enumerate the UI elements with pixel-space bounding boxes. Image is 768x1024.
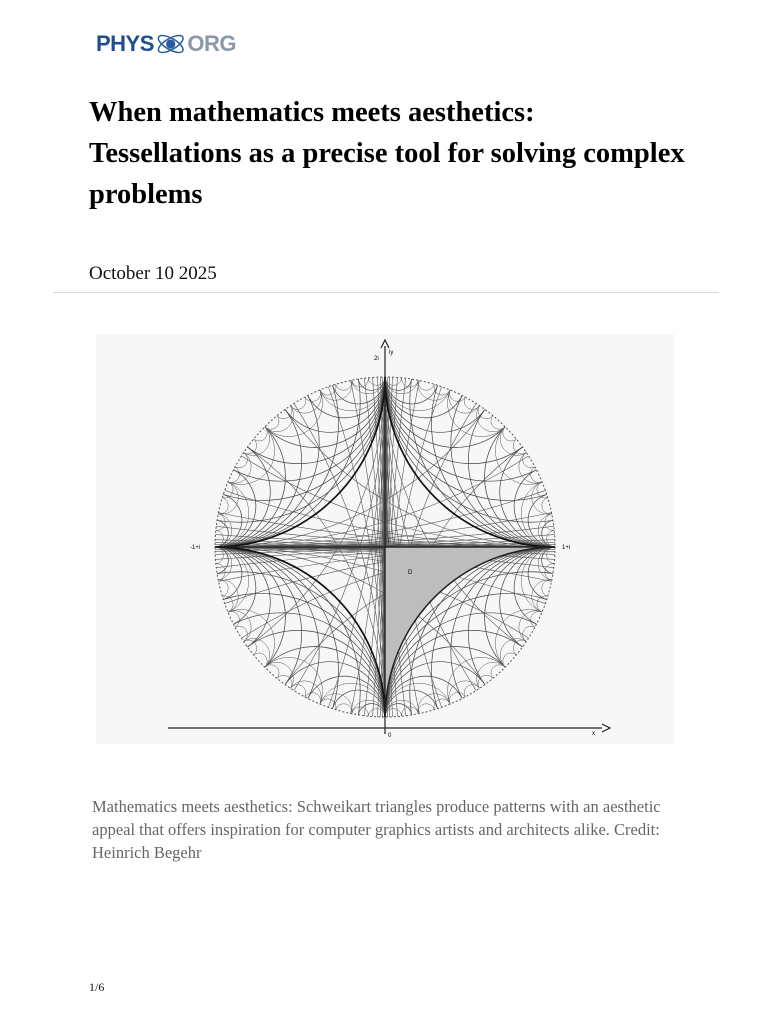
label-left: -1+i xyxy=(190,545,201,551)
tessellation-arc xyxy=(352,378,369,387)
tessellation-arc xyxy=(228,467,240,483)
label-right: 1+i xyxy=(562,545,571,551)
tessellation-arc xyxy=(265,662,294,688)
label-x-axis: x xyxy=(592,731,595,737)
tessellation-arc xyxy=(336,380,352,390)
tessellation-arc xyxy=(265,377,385,447)
tessellation-arc xyxy=(265,377,385,447)
tessellation-arc xyxy=(215,547,385,717)
tessellation-arc xyxy=(542,498,552,514)
atom-icon xyxy=(155,27,186,61)
label-y-axis: iy xyxy=(389,350,394,356)
tessellation-arc xyxy=(235,626,247,641)
article-date: October 10 2025 xyxy=(89,263,217,284)
tessellation-arc xyxy=(235,453,247,468)
tessellation-arc xyxy=(385,377,505,447)
tessellation-arc xyxy=(215,547,270,647)
tessellation-arc xyxy=(244,427,270,456)
tessellation-arc xyxy=(265,406,294,432)
label-top: 2i xyxy=(374,356,379,362)
tessellation-arc xyxy=(385,377,485,432)
tessellation-arc xyxy=(291,397,306,409)
tessellation-arc xyxy=(385,377,555,547)
tessellation-arc xyxy=(500,447,555,547)
label-center: i xyxy=(388,539,390,545)
logo-text-org: ORG xyxy=(187,31,236,56)
tessellation-arc xyxy=(385,662,485,717)
tessellation-arc xyxy=(265,665,279,679)
tessellation-figure xyxy=(96,334,674,744)
tessellation-arc xyxy=(215,427,285,547)
tessellation-arc xyxy=(477,662,506,688)
tessellation-arc xyxy=(464,397,479,409)
tessellation-arc xyxy=(254,427,268,441)
tessellation-arc xyxy=(385,377,555,547)
tessellation-arc xyxy=(215,447,270,547)
tessellation-arc xyxy=(485,427,555,547)
tessellation-arc xyxy=(244,639,270,668)
tessellation-arc xyxy=(464,685,479,697)
page-number: 1/6 xyxy=(89,980,105,994)
label-region: D xyxy=(408,570,413,576)
tessellation-arc xyxy=(285,377,385,432)
tessellation-arc xyxy=(491,665,505,679)
tessellation-arc xyxy=(215,377,385,547)
tessellation-arc xyxy=(218,498,228,514)
logo-text-phys: PHYS xyxy=(96,31,154,56)
x-axis-arrow xyxy=(602,724,610,732)
tessellation-arc xyxy=(215,377,385,547)
tessellation-arc xyxy=(491,416,505,430)
figure-caption: Mathematics meets aesthetics: Schweikart triangles produce patterns with an aesthetic appeal that offers inspiration for computer graphics artists and architects alike. Credit: Heinrich Begehr xyxy=(92,797,661,862)
tessellation-arc xyxy=(216,514,225,531)
phys-org-logo[interactable] xyxy=(96,24,236,64)
article-title: When mathematics meets aesthetics: Tessellations as a precise tool for solving complex problems xyxy=(89,97,685,210)
tessellation-arc xyxy=(503,427,517,441)
tessellation-arc xyxy=(449,693,465,705)
tessellation-arc xyxy=(305,693,321,705)
tessellation-arc xyxy=(418,380,434,390)
header-divider xyxy=(53,292,719,293)
tessellation-arc xyxy=(500,639,526,668)
tessellation-arc xyxy=(500,427,526,456)
tessellation-arc xyxy=(215,427,285,547)
tessellation-diagram xyxy=(96,334,674,744)
tessellation-arc xyxy=(531,467,543,483)
tessellation-arc xyxy=(215,547,385,717)
tessellation-arc xyxy=(385,377,505,447)
tessellation-arc xyxy=(477,406,506,432)
tessellation-arc xyxy=(545,514,554,531)
tessellation-arc xyxy=(291,685,306,697)
tessellation-arc xyxy=(500,547,555,647)
tessellation-arc xyxy=(523,626,535,641)
label-origin: 0 xyxy=(388,733,392,739)
tessellation-arc xyxy=(265,416,279,430)
tessellation-arc xyxy=(523,453,535,468)
tessellation-arc xyxy=(285,662,385,717)
tessellation-arc xyxy=(503,653,517,667)
tessellation-arc xyxy=(254,653,268,667)
tessellation-arc xyxy=(485,427,555,547)
